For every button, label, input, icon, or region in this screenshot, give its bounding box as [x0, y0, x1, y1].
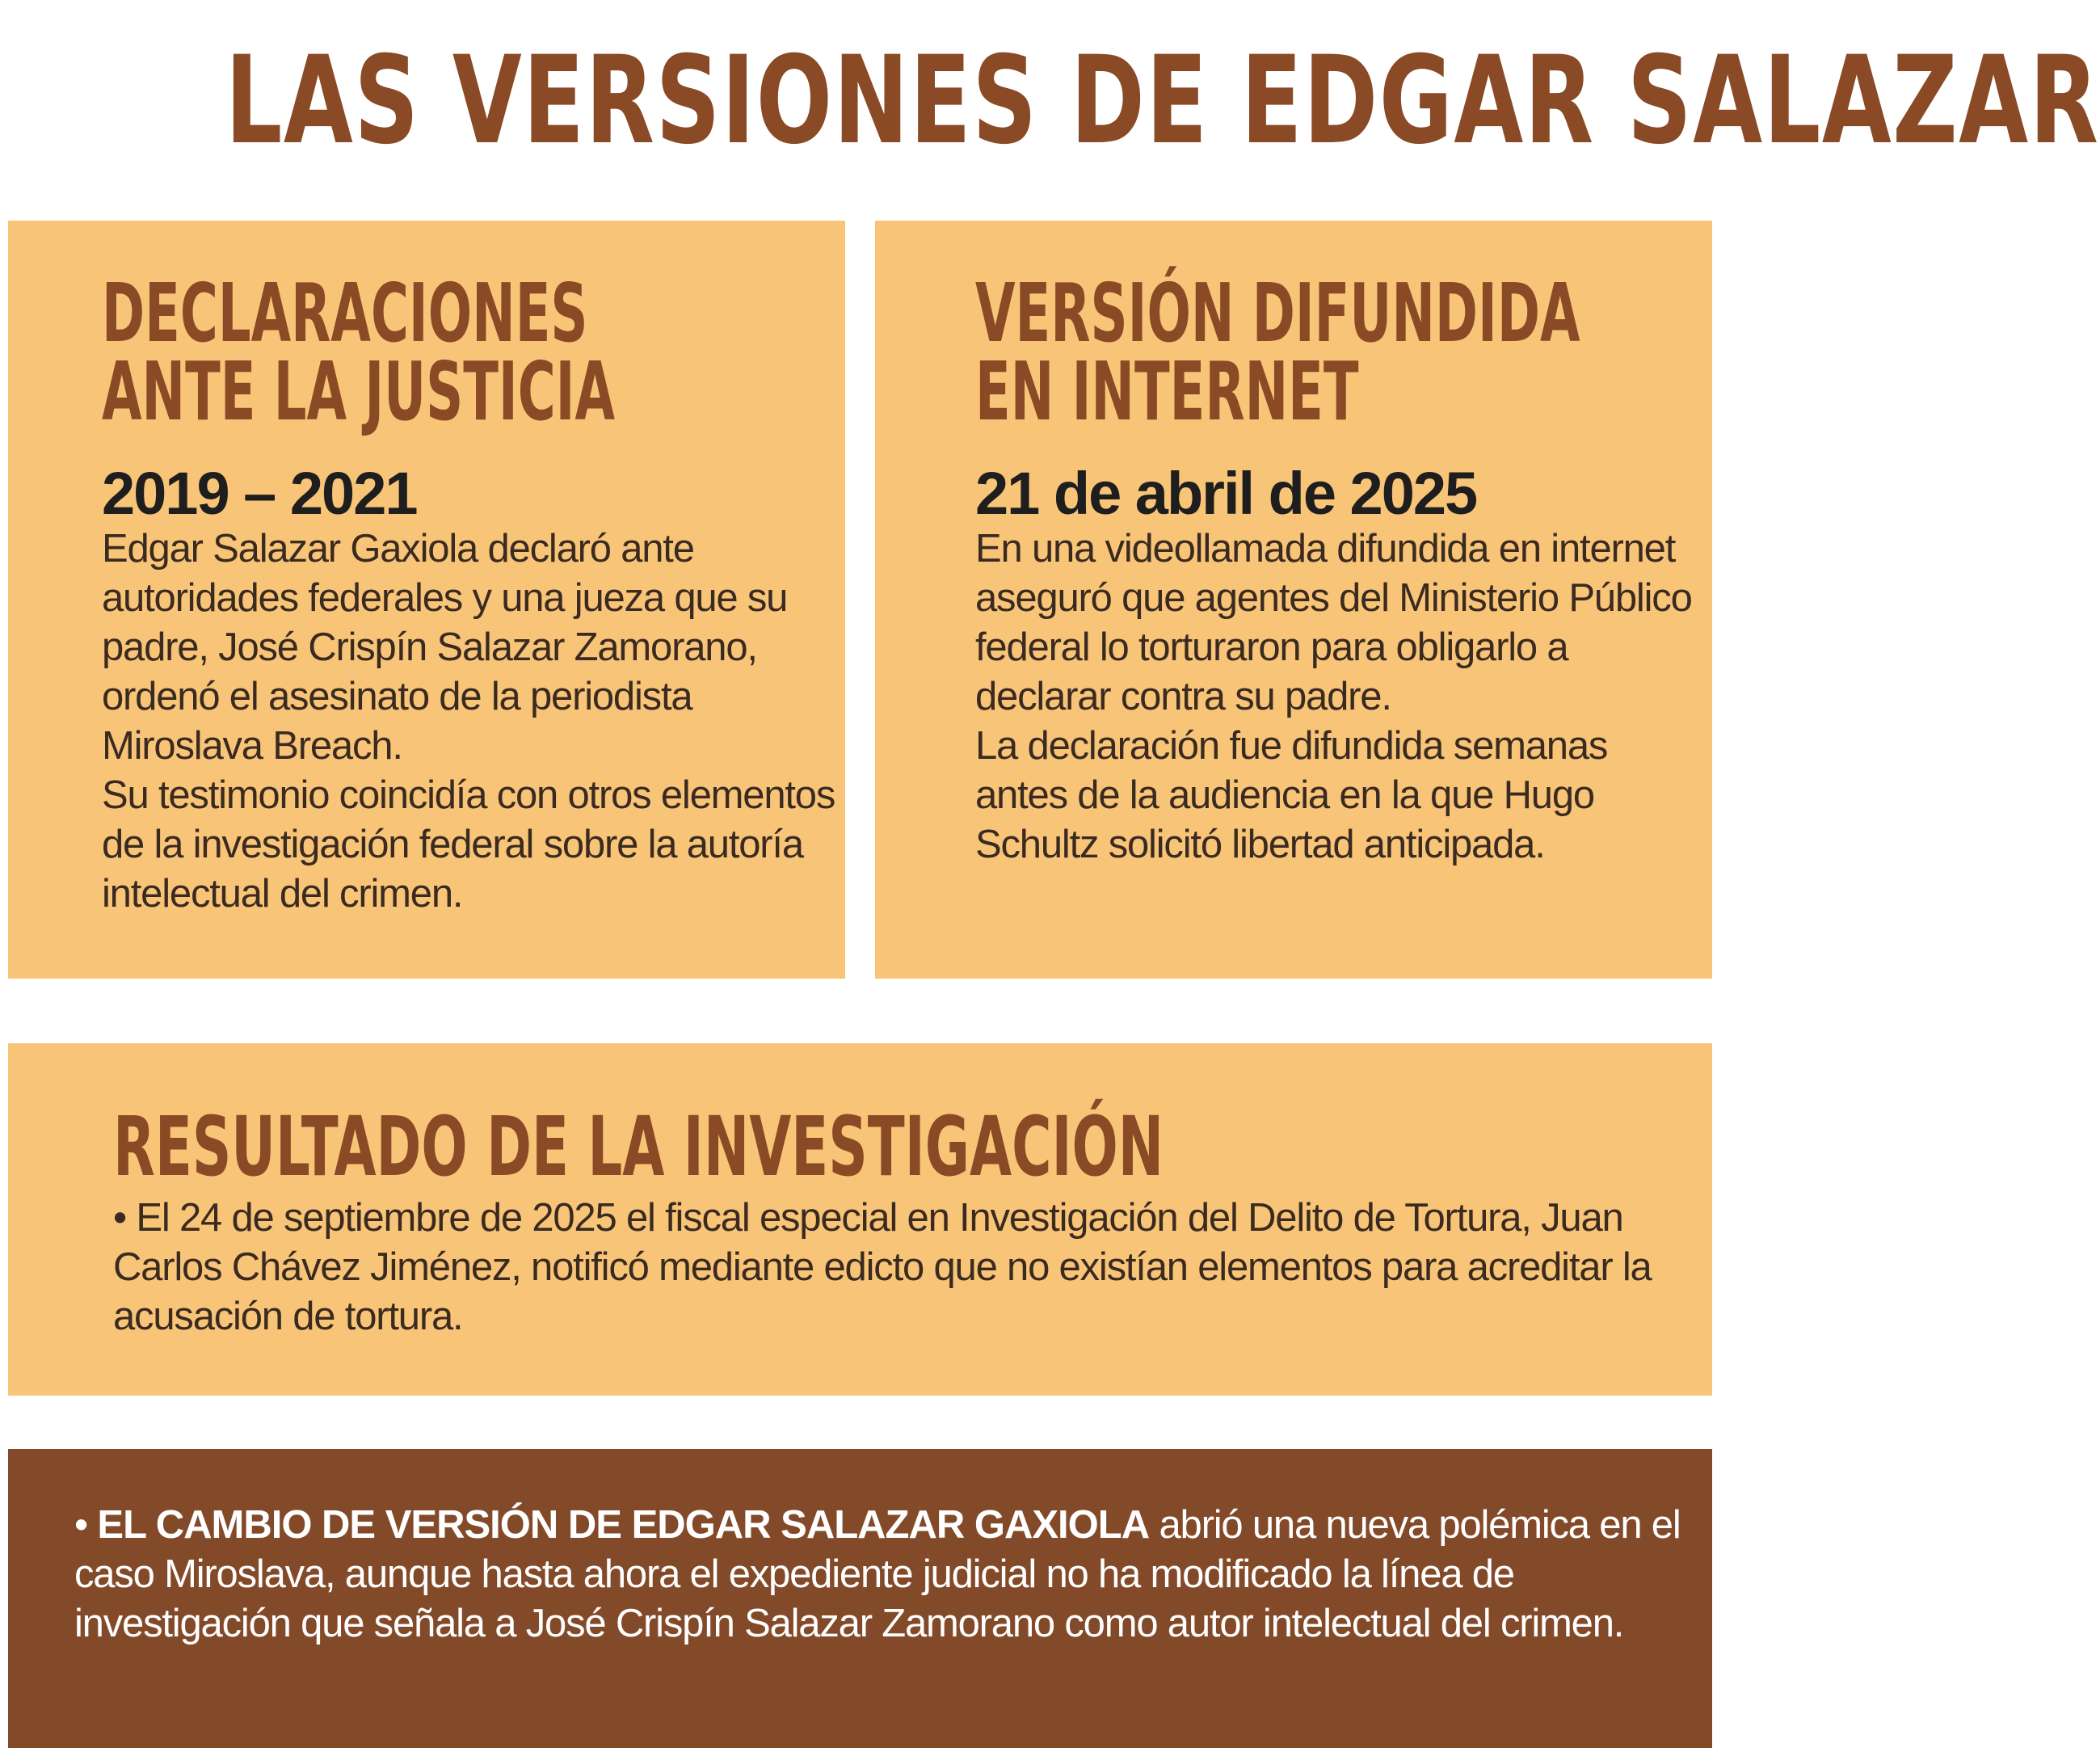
conclusion-text	[74, 1501, 1698, 1649]
panel-heading	[102, 266, 615, 439]
panel-heading: RESULTADO DE LA INVESTIGACIÓN	[113, 1099, 1164, 1195]
panel-body	[102, 524, 837, 919]
panel-heading	[975, 266, 1580, 439]
bullet: •	[113, 1196, 126, 1240]
panel-date: 2019 – 2021	[102, 460, 417, 527]
conclusion-body: abrió una nueva polémica en el caso Miroslava, aunque hasta ahora el expediente judicial no ha modificado la línea de investigación que señala a José Crispín Salazar Zamorano como autor intelectual del crimen.	[74, 1503, 1681, 1645]
panel-body	[113, 1194, 1697, 1341]
panel-heading-line: VERSIÓN DIFUNDIDA	[975, 266, 1580, 360]
panel-paragraph: Edgar Salazar Gaxiola declaró ante autoridades federales y una jueza que su padre, José Crispín Salazar Zamorano, ordenó el asesinato de la periodista Miroslava Breach.	[102, 527, 788, 768]
page-title: LAS VERSIONES DE EDGAR SALAZAR	[225, 31, 2100, 171]
conclusion-lead: EL CAMBIO DE VERSIÓN DE EDGAR SALAZAR GAXIOLA	[97, 1503, 1150, 1547]
panel-date: 21 de abril de 2025	[975, 460, 1477, 527]
panel-conclusion	[8, 1449, 1712, 1748]
panel-paragraph: Su testimonio coincidía con otros elementos de la investigación federal sobre la autoría intelectual del crimen.	[102, 773, 835, 916]
panel-paragraph: En una videollamada difundida en internet aseguró que agentes del Ministerio Público federal lo torturaron para obligarlo a declarar contra su padre.	[975, 527, 1692, 718]
panel-heading-line: DECLARACIONES	[102, 266, 588, 360]
panel-heading-line: EN INTERNET	[975, 344, 1359, 439]
panel-paragraph: La declaración fue difundida semanas antes de la audiencia en la que Hugo Schultz solicitó libertad anticipada.	[975, 724, 1608, 866]
panel-declaraciones	[8, 221, 845, 979]
panel-heading-line: ANTE LA JUSTICIA	[102, 344, 615, 439]
panel-body	[975, 524, 1702, 870]
bullet: •	[74, 1503, 87, 1547]
panel-resultado	[8, 1043, 1712, 1396]
panel-version-internet	[875, 221, 1712, 979]
result-text: El 24 de septiembre de 2025 el fiscal especial en Investigación del Delito de Tortura, Juan Carlos Chávez Jiménez, notificó mediante edicto que no existían elementos para acreditar la acusación de tortura.	[113, 1196, 1652, 1338]
